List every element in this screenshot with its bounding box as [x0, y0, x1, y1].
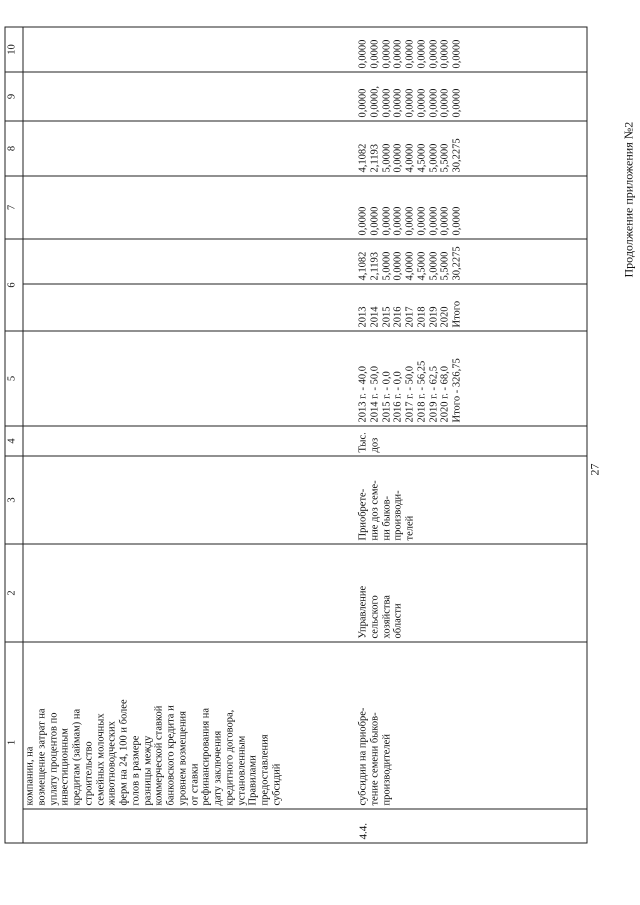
text-line: Тыс. — [357, 431, 368, 452]
header-cell-5: 5 — [5, 331, 23, 426]
text-line: 2020 — [439, 306, 451, 327]
text-line: предоставления — [259, 733, 270, 805]
text-line: Итого - 326,75 — [451, 357, 462, 422]
text-line: 2018 г. - 56,25 — [415, 360, 427, 422]
text-line: 5,0000 — [427, 251, 439, 280]
text-line: тение семени быков- — [368, 711, 380, 805]
cell-target-values — [350, 331, 587, 426]
line-list — [357, 429, 381, 452]
table-row-continued — [23, 27, 351, 843]
cell-description-continued — [23, 642, 351, 809]
line-list — [357, 459, 416, 540]
text-line: семейных молочных — [94, 712, 106, 805]
header-cell-1: 1 — [5, 642, 23, 843]
text-line: 0,0000 — [415, 39, 427, 68]
text-line: Управление — [357, 585, 368, 638]
text-line: строительство — [82, 740, 94, 805]
text-line: субсидий — [270, 763, 282, 805]
header-cell-10: 10 — [5, 27, 23, 72]
text-line: 4,5000 — [415, 143, 427, 172]
line-list — [357, 547, 404, 638]
header-cell-2: 2 — [5, 544, 23, 642]
page-number: 27 — [587, 463, 601, 475]
text-line: рефинансирования на — [200, 707, 212, 805]
cell-empty — [23, 456, 351, 544]
text-line: доз — [368, 437, 380, 452]
text-line: дату заключения — [212, 730, 223, 805]
text-line: кредитам (займам) на — [71, 708, 82, 805]
text-line: 2,1193 — [368, 251, 380, 280]
header-row — [5, 27, 23, 843]
text-line: кредитного договора, — [223, 709, 235, 805]
text-line: 2019 г. - 62,5 — [427, 365, 439, 422]
text-line: 0,0000 — [451, 39, 462, 68]
text-line: 2017 г. - 50,0 — [404, 365, 415, 422]
line-list — [357, 242, 463, 280]
text-line: 30,2275 — [451, 137, 462, 172]
cell-empty — [23, 121, 351, 176]
cell-no-empty — [23, 809, 351, 843]
text-line: 0,0000 — [439, 206, 451, 235]
text-line: 0,0000 — [392, 206, 404, 235]
cell-years — [350, 284, 587, 331]
text-line: разницы между — [141, 735, 153, 805]
text-line: 0,0000 — [439, 88, 451, 117]
text-line: 0,0000 — [392, 88, 404, 117]
line-list — [357, 334, 463, 422]
line-list — [357, 75, 463, 117]
text-line: инвестиционным — [59, 727, 71, 805]
cell-empty — [23, 331, 351, 426]
text-line: 2018 — [415, 306, 427, 327]
text-line: уплату процентов по — [47, 712, 59, 805]
text-line: 5,0000 — [380, 251, 392, 280]
text-line: 5,5000 — [439, 143, 451, 172]
text-line: 0,0000 — [368, 206, 380, 235]
text-line: 5,0000 — [380, 143, 392, 172]
text-line: ферм на 24, 100 и более — [118, 698, 129, 805]
cell-local-funding — [350, 72, 587, 121]
appendix-table — [4, 27, 587, 843]
cell-other-funding — [350, 27, 587, 72]
text-line: 0,0000 — [380, 88, 392, 117]
text-line: телей — [404, 515, 415, 540]
text-line: 0,0000 — [380, 39, 392, 68]
text-line: 2014 — [368, 306, 380, 327]
text-line: 0,0000 — [427, 88, 439, 117]
text-line: 0,0000 — [427, 206, 439, 235]
cell-total-funding — [350, 239, 587, 284]
text-line: 2020 г. - 68,0 — [439, 365, 451, 422]
cell-empty — [23, 284, 351, 331]
text-line: 4,1082 — [357, 143, 368, 172]
text-line: 0,0000 — [380, 206, 392, 235]
text-line: хозяйства — [380, 594, 392, 638]
text-line: Приобрете- — [357, 488, 368, 540]
cell-empty — [23, 176, 351, 239]
header-cell-6: 6 — [5, 239, 23, 331]
cell-empty — [23, 426, 351, 456]
text-line: установленным — [235, 735, 247, 805]
line-list — [357, 287, 463, 327]
cell-empty — [23, 27, 351, 72]
text-line: 0,0000 — [451, 88, 462, 117]
text-line: 0,0000 — [357, 206, 368, 235]
line-list — [24, 645, 283, 805]
rotated-sheet — [0, 20, 640, 885]
text-line: 0,0000 — [392, 39, 404, 68]
text-line: 2015 г. - 0,0 — [380, 370, 392, 422]
text-line: 4,0000 — [404, 251, 415, 280]
table-row-4-4 — [350, 27, 587, 843]
text-line: 2,1193 — [368, 143, 380, 172]
text-line: 0,0000 — [357, 39, 368, 68]
text-line: Правилами — [247, 754, 259, 805]
text-line: 2016 г. - 0,0 — [392, 370, 404, 422]
text-line: 0,0000 — [415, 206, 427, 235]
cell-empty — [23, 239, 351, 284]
header-cell-8: 8 — [5, 121, 23, 176]
text-line: ни быков- — [380, 495, 392, 540]
text-line: 0,0000 — [404, 88, 415, 117]
text-line: возмещение затрат на — [35, 707, 47, 805]
header-cell-4: 4 — [5, 426, 23, 456]
text-line: уровнем возмещения — [176, 710, 188, 805]
text-line: голов в размере — [129, 735, 141, 805]
text-line: 2014 г. - 50,0 — [368, 365, 380, 422]
text-line: 0,0000, — [368, 85, 380, 117]
cell-regional-funding — [350, 121, 587, 176]
text-line: 2013 — [357, 306, 368, 327]
text-line: компании, на — [24, 746, 35, 805]
text-line: 0,0000 — [368, 39, 380, 68]
text-line: от ставки — [188, 762, 200, 805]
text-line: 30,2275 — [451, 245, 462, 280]
text-line: 5,0000 — [427, 143, 439, 172]
line-list — [357, 179, 463, 235]
text-line: 2013 г. - 40,0 — [357, 365, 368, 422]
cell-empty — [23, 544, 351, 642]
text-line: 0,0000 — [439, 39, 451, 68]
text-line: животноводческих — [106, 720, 118, 805]
text-line: 0,0000 — [392, 143, 404, 172]
cell-description — [350, 642, 587, 809]
cell-indicator — [350, 456, 587, 544]
text-line: коммерческой ставкой — [153, 705, 165, 805]
text-line: 0,0000 — [404, 206, 415, 235]
text-line: ние доз семе- — [368, 479, 380, 540]
line-list — [357, 124, 463, 172]
text-line: 2015 — [380, 306, 392, 327]
text-line: производителей — [380, 733, 392, 805]
cell-unit — [350, 426, 587, 456]
data-table — [4, 26, 587, 843]
cell-executor — [350, 544, 587, 642]
header-cell-7: 7 — [5, 176, 23, 239]
header-cell-3: 3 — [5, 456, 23, 544]
text-line: Итого — [451, 300, 462, 327]
line-list — [357, 30, 463, 68]
text-line: 4,0000 — [404, 143, 415, 172]
text-line: сельского — [368, 594, 380, 638]
cell-empty — [23, 72, 351, 121]
cell-federal-funding — [350, 176, 587, 239]
text-line: области — [392, 602, 404, 638]
line-list — [357, 645, 392, 805]
text-line: 2016 — [392, 306, 404, 327]
text-line: 4,5000 — [415, 251, 427, 280]
text-line: 0,0000 — [415, 88, 427, 117]
text-line: 2017 — [404, 306, 415, 327]
text-line: 0,0000 — [392, 251, 404, 280]
text-line: банковского кредита и — [165, 704, 176, 805]
text-line: субсидии на приобре- — [357, 707, 368, 805]
text-line: 0,0000 — [404, 39, 415, 68]
text-line: 0,0000 — [357, 88, 368, 117]
text-line: 5,5000 — [439, 251, 451, 280]
text-line: 0,0000 — [451, 206, 462, 235]
continuation-caption: Продолжение приложения №2 — [621, 121, 635, 277]
header-cell-9: 9 — [5, 72, 23, 121]
text-line: 0,0000 — [427, 39, 439, 68]
text-line: 2019 — [427, 306, 439, 327]
cell-item-number: 4.4. — [350, 809, 587, 843]
text-line: 4,1082 — [357, 251, 368, 280]
text-line: производи- — [392, 489, 404, 540]
